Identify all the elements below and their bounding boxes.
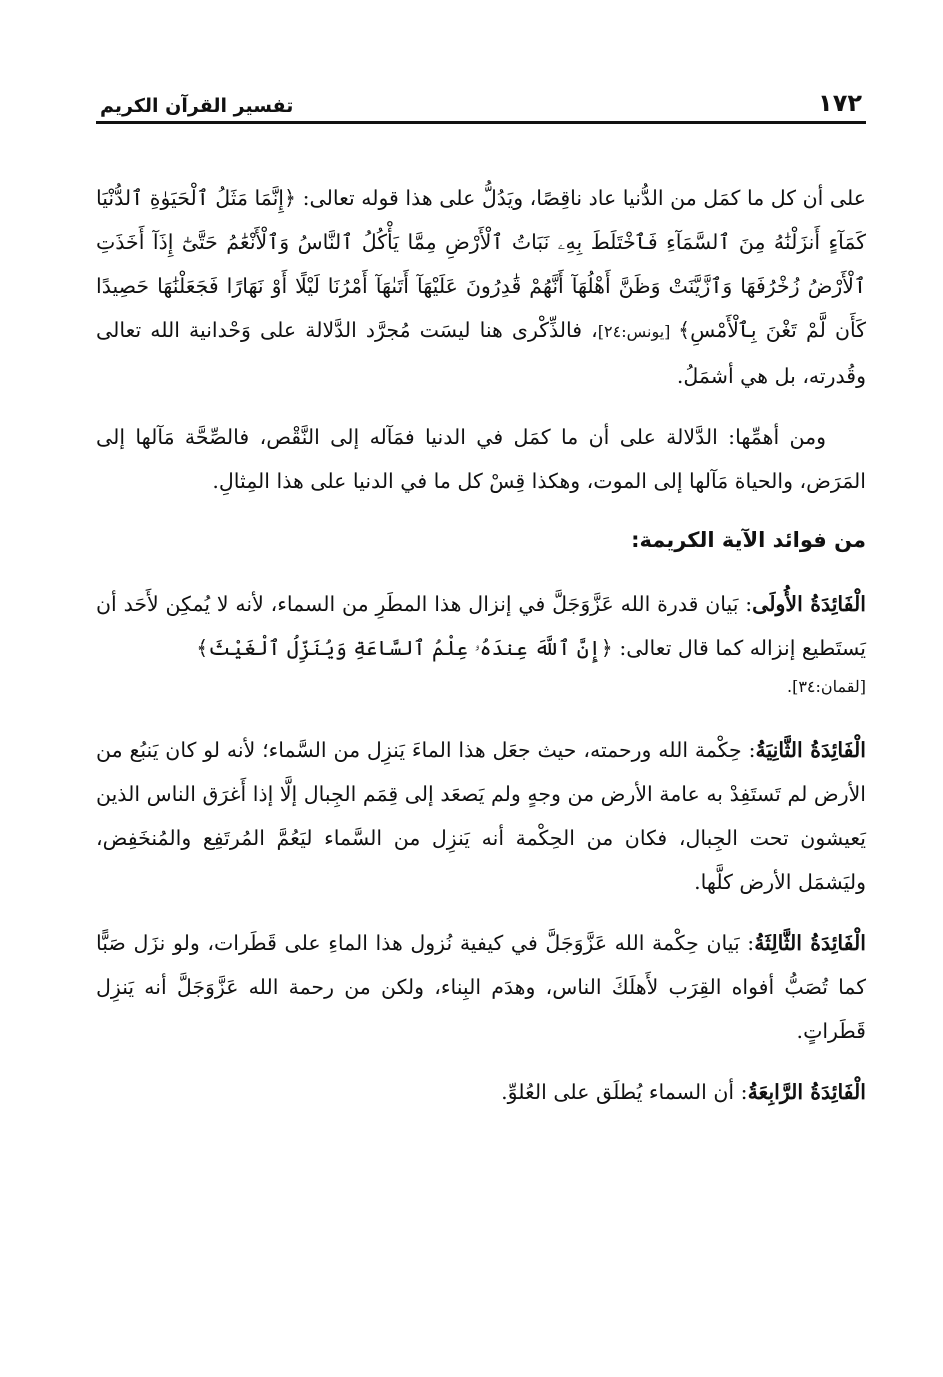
page-number: ١٧٢ xyxy=(818,89,862,117)
benefit-fourth xyxy=(96,1070,866,1114)
verse-reference: [يونس:٢٤] xyxy=(597,322,679,341)
quran-verse-yunus: ﴿إِنَّمَا مَثَلُ ٱلْحَيَوٰةِ ٱلدُّنْيَا كَمَآءٍ أَنزَلْنَٰهُ مِنَ ٱلسَّمَآءِ فَٱخْتَلَطَ بِهِۦ نَبَاتُ ٱلْأَرْضِ مِمَّا يَأْكُلُ ٱلنَّاسُ وَٱلْأَنْعَٰمُ حَتَّىٰٓ إِذَآ أَخَذَتِ ٱلْأَرْضُ زُخْرُفَهَا وَٱزَّيَّنَتْ وَظَنَّ أَهْلُهَآ أَنَّهُمْ قَٰدِرُونَ عَلَيْهَآ أَتَىٰهَآ أَمْرُنَا لَيْلًا أَوْ نَهَارًا فَجَعَلْنَٰهَا حَصِيدًا كَأَن لَّمْ تَغْنَ بِٱلْأَمْسِ﴾ xyxy=(96,186,866,342)
verse-source: [لقمان:٣٤]. xyxy=(787,677,866,696)
benefit-text: : حِكْمة الله ورحمته، حيث جعَل هذا الماءَ يَنزِل من السَّماء؛ لأنه لو كان يَنبُع من الأرض لم تَستَفِدْ به عامة الأرض من وجهٍ ولم يَصعَد إلى قِمَم الجِبال إلَّا إذا أَغرَق الناس الذين يَعيشون تحت الجِبال، فكان من الحِكْمة أنه يَنزِل من السَّماء ليَعُمَّ المُرتَفِع والمُنخَفِض، وليَشمَل الأرض كلَّها. xyxy=(96,738,866,894)
benefit-label: الْفَائِدَةُ الأُولَى xyxy=(752,592,866,616)
benefit-text: : بَيان قدرة الله عَزَّوَجَلَّ في إنزال هذا المطَرِ من السماء، لأنه لا يُمكِن لأَحَد أن يَستَطيع إنزاله كما قال تعالى: xyxy=(96,592,866,660)
paragraph-tail: ، فالذِّكْرى هنا ليسَت مُجرَّد الدَّلالة على وَحْدانية الله تعالى وقُدرته، بل هي أشمَلُ. xyxy=(96,318,866,388)
running-header xyxy=(96,80,866,124)
book-page xyxy=(96,80,866,1350)
benefit-text: : بَيان حِكْمة الله عَزَّوَجَلَّ في كيفية نُزول هذا الماءِ على قَطَرات، ولو نزَل صَبًّا كما تُصَبُّ أفواه القِرَب لأَهلَكَ الناس، وهدَم البِناء، ولكن من رحمة الله عَزَّوَجَلَّ أنه يَنزِل قَطَراتٍ. xyxy=(96,931,866,1043)
benefit-first xyxy=(96,582,866,670)
paragraph-importance: ومن أهمِّها: الدَّلالة على أن ما كمَل في الدنيا فمَآله إلى النَّقْص، فالصِّحَّة مَآلها إلى المَرَض، والحياة مَآلها إلى الموت، وهكذا قِسْ كل ما في الدنيا على هذا المِثالِ. xyxy=(96,425,866,493)
benefit-label: الْفَائِدَةُ الثَّانِيَةُ xyxy=(755,738,866,762)
benefit-third xyxy=(96,921,866,1053)
paragraph-intro: على أن كل ما كمَل من الدُّنيا عاد ناقِصًا، ويَدُلُّ على هذا قوله تعالى: xyxy=(296,186,867,210)
benefit-text: : أن السماء يُطلَق على العُلوِّ. xyxy=(501,1080,748,1104)
section-heading: من فوائد الآية الكريمة: xyxy=(631,528,866,552)
page-body xyxy=(96,176,866,1114)
running-title: تفسير القرآن الكريم xyxy=(100,95,294,117)
benefit-second xyxy=(96,728,866,904)
quran-verse-luqman: ﴿إِنَّ ٱللَّهَ عِندَهُۥ عِلْمُ ٱلسَّاعَةِ وَيُنَزِّلُ ٱلْغَيْثَ﴾ xyxy=(196,636,613,660)
benefit-label: الْفَائِدَةُ الرَّابِعَةُ xyxy=(747,1080,866,1104)
paragraph-verse-explanation xyxy=(96,176,866,398)
benefit-label: الْفَائِدَةُ الثَّالِثَةُ xyxy=(754,931,866,955)
